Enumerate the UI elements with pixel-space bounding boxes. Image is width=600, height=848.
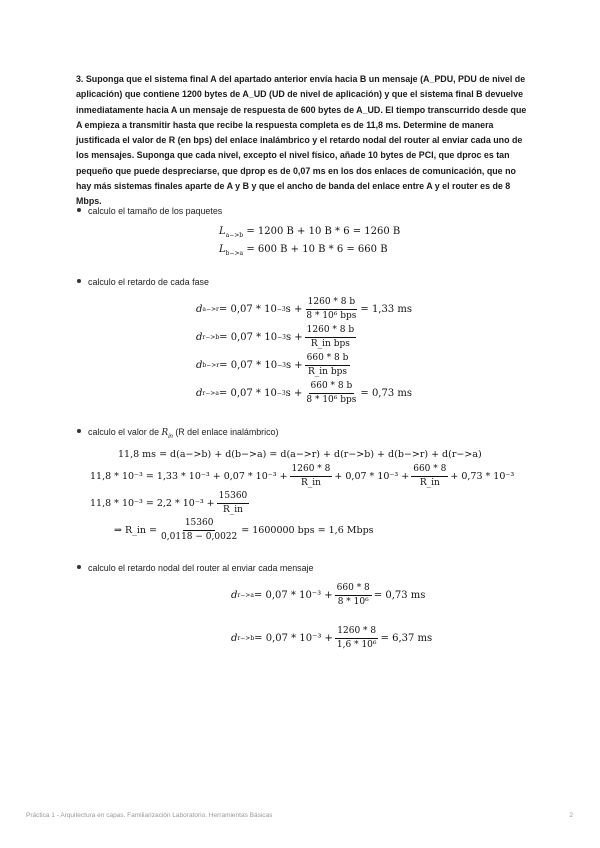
eq-post: = 6,37 ms	[380, 633, 433, 644]
frac-num: 1260 * 8	[335, 626, 378, 639]
fraction	[305, 353, 351, 378]
frac-num: 15360	[217, 491, 250, 504]
bullet-delays	[77, 277, 209, 287]
eq-post: = 0,73 ms	[360, 388, 413, 399]
page-number: 2	[569, 812, 573, 819]
eq-part: + 0,07 * 10⁻³ +	[334, 471, 410, 482]
frac-den: R_in	[301, 478, 321, 488]
bullet-text: calculo el valor de	[88, 427, 160, 437]
bullet-packet-size	[77, 206, 222, 216]
equation-delay-br: d b−>r = 0,07 * 10 −3 s + $\frac{660 * 8 b}{\text{R\_in bps}}$	[196, 353, 349, 377]
eq-part: 11,8 * 10⁻³ = 1,33 * 10⁻³ + 0,07 * 10⁻³ +	[90, 471, 288, 482]
eq-pre: = 0,07 * 10⁻³ +	[253, 590, 333, 601]
bullet-dot	[77, 565, 81, 569]
eq-exp: −3	[277, 362, 286, 369]
bullet-dot	[77, 429, 81, 433]
frac-num: 660 * 8	[411, 464, 448, 477]
frac-num: 1260 * 8	[290, 464, 333, 477]
eq-exp: −3	[277, 334, 286, 341]
eq-var: L	[219, 226, 226, 237]
equation-delay-ar: d a−>r = 0,07 * 10 −3 s + $\frac{1260 * 8 b}{\text{8 * 10⁶ bps}}$ = 1,33 ms	[196, 297, 413, 321]
equation-size-ab	[219, 226, 400, 239]
equation-nodal-rb: d r−>b = 0,07 * 10⁻³ + $\frac{1260 * 8}{\text{1,6 * 10⁶}}$ = 6,37 ms	[231, 626, 433, 650]
eq-sub: b−>a	[225, 250, 244, 257]
eq-rhs: = 600 B + 10 B * 6 = 660 B	[246, 244, 388, 255]
bullet-nodal	[77, 563, 313, 573]
equation-total-time: 11,8 ms = d(a−>b) + d(b−>a) = d(a−>r) + d(r−>b) + d(b−>r) + d(r−>a)	[118, 449, 482, 460]
eq-sub: r−>b	[202, 334, 220, 341]
fraction	[304, 381, 358, 406]
eq-rhs: = 1200 B + 10 B * 6 = 1260 B	[246, 226, 401, 237]
eq-pre: = 0,07 * 10	[218, 388, 277, 399]
eq-part: ⇒ R_in =	[114, 525, 158, 536]
page-footer: Práctica 1 - Arquitectura en capas. Familiarización Laboratorio. Herramientas Básicas	[26, 812, 273, 819]
frac-num: 1260 * 8 b	[306, 297, 357, 310]
eq-part: 11,8 * 10⁻³ = 2,2 * 10⁻³ +	[90, 498, 215, 509]
frac-den: R_in bps	[310, 339, 350, 349]
bullet-dot	[77, 279, 81, 283]
eq-exp: −3	[276, 390, 286, 397]
bullet-dot	[77, 208, 81, 212]
frac-den: 8 * 10⁶	[337, 597, 369, 607]
eq-var: L	[219, 244, 226, 255]
equation-size-ba	[219, 244, 388, 257]
fraction	[159, 518, 239, 543]
problem-statement: 3. Suponga que el sistema final A del apartado anterior envía hacia B un mensaje (A_PDU, PDU de nivel de aplicación) que contiene 1200 bytes de A_UD (UD de nivel de aplicación) y que el sistema final B devuelve inmediatamente hacia A un mensaje de respuesta de 600 bytes de A_UD. El tiempo transcurrido desde que A empieza a transmitir hasta que recibe la respuesta completa es de 11,8 ms. Determine de manera justificada el valor de R (en bps) del enlace inalámbrico y el retardo nodal del router al enviar cada uno de los mensajes. Suponga que cada nivel, excepto el nivel físico, añade 10 bytes de PCI, que dproc es tan pequeño que puede despreciarse, que dprop es de 0,07 ms en los dos enlaces de comunicación, que no hay más sistemas finales aparte de A y B y que el ancho de banda del enlace entre A y el router es de 8 Mbps.	[76, 74, 527, 207]
frac-den: R_in	[223, 505, 243, 515]
eq-pre: = 0,07 * 10	[219, 360, 278, 371]
eq-pre: = 0,07 * 10	[219, 332, 278, 343]
eq-sub: r−>b	[237, 635, 255, 642]
frac-den: 1,6 * 10⁶	[336, 640, 377, 650]
equation-nodal-ra: d r−>a = 0,07 * 10⁻³ + $\frac{660 * 8}{\text{8 * 10⁶}}$ = 0,73 ms	[231, 583, 426, 607]
frac-den: 0,0118 − 0,0022	[161, 532, 238, 542]
eq-sub: a−>b	[225, 232, 244, 239]
eq-sub: b−>r	[202, 362, 220, 369]
fraction	[305, 325, 356, 350]
eq-pre: = 0,07 * 10	[218, 304, 277, 315]
frac-num: 15360	[183, 518, 216, 531]
frac-den: 8 * 10⁶ bps	[306, 395, 357, 405]
eq-exp: −3	[276, 306, 286, 313]
eq-post: = 1,33 ms	[360, 304, 413, 315]
equation-delay-rb: d r−>b = 0,07 * 10 −3 s + $\frac{1260 * 8 b}{\text{R\_in bps}}$	[196, 325, 355, 349]
fraction	[411, 464, 448, 489]
fraction	[304, 297, 358, 322]
bullet-text: calculo el retardo nodal del router al enviar cada mensaje	[88, 563, 314, 573]
equation-rin-simplified	[90, 491, 251, 516]
frac-num: 1260 * 8 b	[305, 325, 356, 338]
eq-sub: r−>a	[202, 390, 219, 397]
fraction	[335, 583, 372, 608]
bullet-text: calculo el retardo de cada fase	[88, 277, 209, 287]
bullet-tail: (R del enlace inalámbrico)	[175, 427, 279, 437]
eq-mid: s +	[285, 388, 303, 399]
equation-rin-result	[114, 518, 374, 543]
frac-den: R_in bps	[308, 367, 347, 377]
fraction	[290, 464, 333, 489]
equation-rin-expanded	[90, 464, 514, 489]
eq-sub: r−>a	[237, 592, 254, 599]
eq-mid: s +	[285, 332, 303, 343]
equation-delay-ra: d r−>a = 0,07 * 10 −3 s + $\frac{660 * 8 b}{\text{8 * 10⁶ bps}}$ = 0,73 ms	[196, 381, 413, 405]
frac-num: 660 * 8	[335, 583, 372, 596]
frac-den: 8 * 10⁶ bps	[306, 311, 357, 321]
bullet-rin	[77, 427, 278, 440]
eq-post: = 0,73 ms	[373, 590, 426, 601]
eq-part: = 1600000 bps = 1,6 Mbps	[241, 525, 374, 536]
eq-mid: s +	[285, 304, 303, 315]
fraction	[217, 491, 250, 516]
bullet-var-sub: in	[168, 433, 173, 440]
frac-den: R_in	[419, 478, 440, 488]
eq-mid: s +	[285, 360, 303, 371]
fraction	[335, 626, 379, 651]
eq-pre: = 0,07 * 10⁻³ +	[254, 633, 333, 644]
frac-num: 660 * 8 b	[305, 353, 351, 366]
eq-sub: a−>r	[202, 306, 219, 313]
bullet-text: calculo el tamaño de los paquetes	[88, 206, 223, 216]
frac-num: 660 * 8 b	[309, 381, 355, 394]
bullet-var: R	[161, 428, 169, 438]
eq-part: + 0,73 * 10⁻³	[450, 471, 515, 482]
